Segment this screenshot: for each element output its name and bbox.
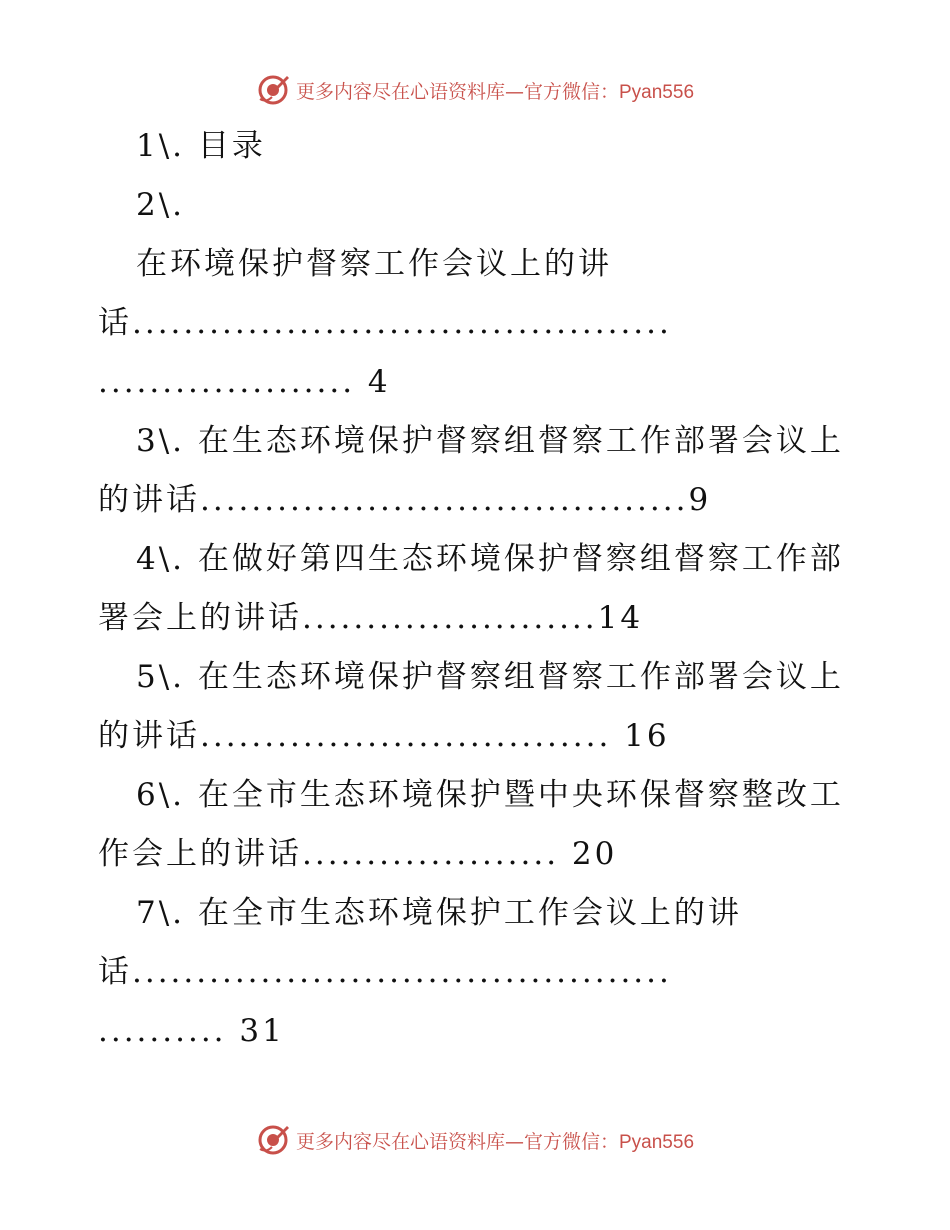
- toc-line: .................... 4: [98, 364, 391, 400]
- toc-line: 6\. 在全市生态环境保护暨中央环保督察整改工: [136, 777, 844, 813]
- pen-logo-icon: [256, 1123, 290, 1157]
- toc-line: 5\. 在生态环境保护督察组督察工作部署会议上: [136, 659, 844, 695]
- header-banner: [0, 70, 950, 110]
- toc-line: 的讲话......................................9: [98, 482, 712, 518]
- wechat-id: Pyan556: [619, 81, 695, 103]
- pen-logo-icon: [256, 73, 290, 107]
- toc-line: 在环境保护督察工作会议上的讲: [136, 246, 612, 282]
- toc-line: 7\. 在全市生态环境保护工作会议上的讲: [136, 895, 742, 931]
- toc-line: 话..........................................: [98, 954, 672, 990]
- toc-line: 话..........................................: [98, 305, 672, 341]
- toc-line: 署会上的讲话.......................14: [98, 600, 644, 636]
- toc-line: 4\. 在做好第四生态环境保护督察组督察工作部: [136, 541, 844, 577]
- toc-line: 的讲话................................ 16: [98, 718, 670, 754]
- toc-line: 3\. 在生态环境保护督察组督察工作部署会议上: [136, 423, 844, 459]
- banner-text: 更多内容尽在心语资料库—官方微信：Pyan556: [295, 1130, 695, 1153]
- footer-banner: [0, 1120, 950, 1160]
- toc-line: .......... 31: [98, 1013, 285, 1049]
- toc-line: 2\.: [136, 187, 186, 223]
- table-of-contents: [98, 117, 858, 1061]
- toc-line: 1\. 目录: [136, 128, 266, 164]
- toc-line: 作会上的讲话.................... 20: [98, 836, 618, 872]
- banner-text: 更多内容尽在心语资料库—官方微信：Pyan556: [295, 80, 695, 103]
- wechat-id: Pyan556: [619, 1131, 695, 1153]
